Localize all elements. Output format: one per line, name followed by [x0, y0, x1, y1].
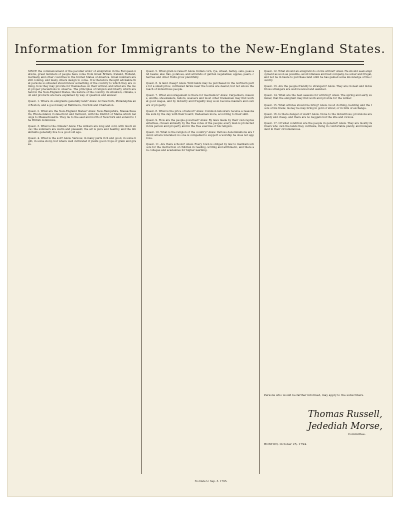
closing-note: Persons who would be farther informed, may apply to the subscribers. — [264, 393, 364, 397]
signature-title: Committee. — [348, 432, 366, 436]
signoff-note: No Date U. Sep. 3. 1795. — [194, 480, 228, 483]
column-divider — [141, 70, 142, 474]
document-page — [8, 28, 392, 496]
title-rule — [36, 61, 364, 62]
signature-block — [308, 410, 388, 432]
text-column-1: SINCE the commencement of the peculiar ardor of emigration in the European nations, great numbers of people have come from Great Britain, Ireland, Holland, Germany and other countries to the United States of America. Great numbers are still coming, and many others design to come. It is therefore thought advisable that persons so situated should know something of the country to which they are coming, how they may provide for themselves on their arrival, and what are the most proper precautions to observe. The principles of religion and liberty which are held in the New-England States, the nature of the country, its situation, climate, soil and products are here explained by way of question and answer. Quest. 1. Where do emigrants generally land? Answ. At New-York, Philadelphia and Boston, and a good many at Baltimore, Norfolk and Charleston. Quest. 2. What are the New-England States? Answ. New-Hampshire, Massachusetts, Rhode-Island, Connecticut and Vermont, with the District of Maine which belongs to Massachusetts. They lie to the east and north of New-York and extend to the British dominions. Quest. 3. What is the climate? Answ. The winters are long and cold, with much snow; the summers are warm and pleasant; the air is pure and healthy, and the inhabitants generally live to a good old age. Quest. 4. What is the soil? Answ. Various; in many parts rich and good, in some light, in some stony, but where well cultivated it yields good crops of grain and grass. — [28, 70, 137, 147]
page-title: Information for Immigrants to the New-England States. — [14, 42, 386, 56]
title-rule-thin — [36, 64, 364, 65]
column-divider — [259, 70, 260, 474]
place-date: BOSTON, October 25, 1794. — [264, 442, 308, 446]
signature-name: Thomas Russell, — [308, 410, 383, 420]
text-column-2: Quest. 5. What grain is raised? Answ. Indian corn, rye, wheat, barley, oats, peas and beans; also flax, potatoes, and all kinds of garden vegetables; apples, pears, cherries and other fruits grow plentifully. Quest. 6. Is land cheap? Answ. Wild lands may be purchased in the northern parts for a small price; cultivated farms near the towns are dearer, but not above the reach of industrious people. Quest. 7. What encouragement is there for mechanics? Answ. Carpenters, masons, smiths, shoemakers, tailors, weavers and most other tradesmen may find work at good wages, and by industry and frugality may soon become masters and owners of property. Quest. 8. What is the price of labour? Answ. Common labourers receive a reasonable sum by the day with their board; tradesmen more, according to their skill. Quest. 9. How are the people governed? Answ. By laws made by their own representatives, chosen annually by the free votes of the people; every man is protected in his person and property and in the free exercise of his religion. Quest. 10. What is the religion of the country? Answ. Various denominations are found; all are tolerated; no one is compelled to support a worship he does not approve. Quest. 11. Are there schools? Answ. Every town is obliged by law to maintain schools for the instruction of children in reading, writing and arithmetic, and there are colleges and academies for higher learning. — [146, 70, 254, 153]
signature-name: Jedediah Morse, — [308, 422, 383, 432]
text-column-3: Quest. 12. What should an emigrant do on his arrival? Answ. He should seek employment as soon as possible, avoid idleness and bad company, be sober and frugal, and not be in haste to purchase land until he has gained some knowledge of the country. Quest. 13. Are the people friendly to strangers? Answ. They are; honest and industrious strangers are well received and assisted. Quest. 14. What are the best seasons for arriving? Answ. The spring and early summer, that the emigrant may find work and provide for the winter. Quest. 15. What articles should he bring? Answ. Good clothing, bedding and the tools of his trade; money he may bring in gold or silver, or in bills of exchange. Quest. 16. Is there danger of want? Answ. None to the industrious; provisions are plenty and cheap, and there are no beggars but the idle and vicious. Quest. 17. Of what condition are the people in general? Answ. They are mostly farmers who own the lands they cultivate, living in comfortable plenty, and independent in their circumstances. — [264, 70, 373, 131]
